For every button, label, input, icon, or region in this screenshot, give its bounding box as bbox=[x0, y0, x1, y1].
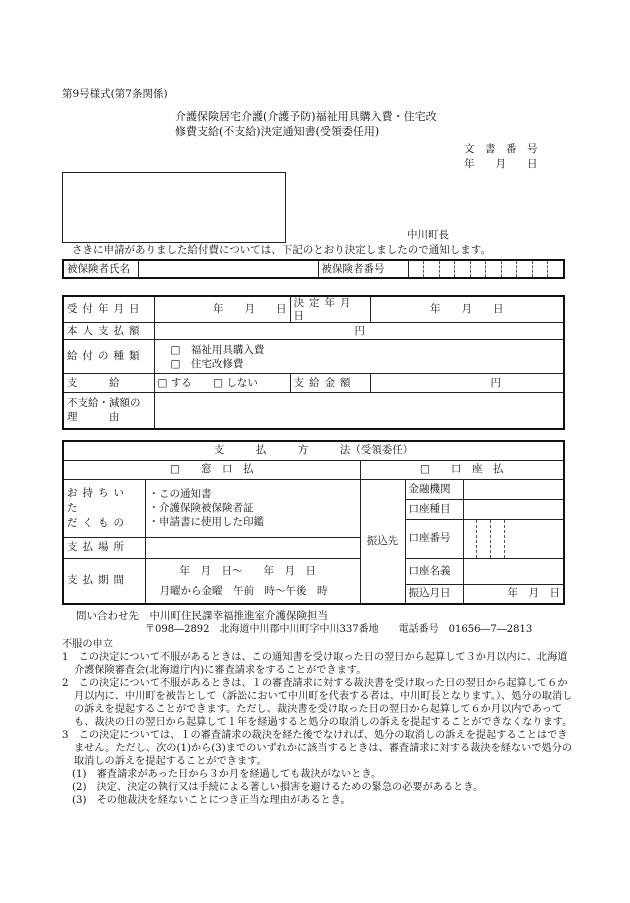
issuer: 中川町長 bbox=[407, 229, 449, 241]
received-date-value: 年 月 日 bbox=[154, 296, 290, 323]
received-date-label: 受付年月日 bbox=[63, 296, 154, 323]
benefit-option-renovation[interactable]: □ 住宅改修費 bbox=[170, 357, 244, 370]
decision-table bbox=[62, 295, 565, 430]
insured-name-label: 被保険者氏名 bbox=[63, 260, 138, 278]
decision-date-value: 年 月 日 bbox=[370, 296, 564, 323]
bring-items-list: ・この通知書 ・介護保険被保険者証 ・申請書に使用した印鑑 bbox=[145, 479, 360, 537]
appeal-sub-item-1: (1) 審査請求があった日から３か月を経過しても裁決がないとき。 bbox=[72, 769, 382, 780]
payment-place-value bbox=[145, 537, 360, 558]
insured-number-cells bbox=[408, 260, 564, 278]
payment-no-checkbox[interactable]: □ しない bbox=[213, 376, 258, 389]
payment-choice bbox=[154, 374, 290, 393]
counter-payment-option[interactable]: □ 窓 口 払 bbox=[63, 460, 360, 479]
appeal-item-1: 1 この決定について不服があるときは、この通知書を受け取った日の翌日から起算して３か月以内に、北海道介護保険審査会(北海道庁内)に審査請求をすることができます。 bbox=[62, 652, 568, 676]
payment-period-label: 支払期間 bbox=[63, 558, 145, 604]
appeal-item-3: 3 この決定については、１の審査請求の裁決を経た後でなければ、処分の取消しの訴えを提起することはできません。ただし、次の(1)から(3)までのいずれかに該当するときは、審査請求に対する裁決を経ないで処分の取消しの訴えを提起することができます。 bbox=[62, 730, 573, 767]
appeal-sub-item-3: (3) その他裁決を経ないことにつき正当な理由があるとき。 bbox=[72, 795, 351, 806]
bank-label: 金融機関 bbox=[405, 479, 463, 499]
payment-yes-checkbox[interactable]: □ する bbox=[157, 376, 192, 389]
appeal-sub-item-2: (2) 決定、決定の執行又は手続による著しい損害を避けるための緊急の必要があるとき。 bbox=[72, 782, 484, 793]
appeal-heading: 不服の申立 bbox=[62, 639, 113, 650]
bring-items-label: お持ちいた だくもの bbox=[63, 479, 145, 537]
insured-table bbox=[62, 259, 565, 279]
insured-number-label: 被保険者番号 bbox=[318, 260, 408, 278]
intro-text: さきに申請がありました給付費については、下記のとおり決定しましたので通知します。 bbox=[72, 244, 491, 256]
account-payment-option[interactable]: □ 口 座 払 bbox=[360, 460, 564, 479]
reason-label: 不支給・減額の 理 由 bbox=[63, 393, 154, 429]
self-pay-yen: 円 bbox=[154, 323, 564, 340]
payment-place-label: 支払場所 bbox=[63, 537, 145, 558]
benefit-option-equipment[interactable]: □ 福祉用具購入費 bbox=[170, 343, 265, 356]
payment-period-value: 年 月 日〜 年 月 日 月曜から金曜 午前 時〜午後 時 bbox=[145, 558, 360, 604]
reason-value bbox=[154, 393, 564, 429]
transfer-date-value: 年 月 日 bbox=[463, 584, 564, 604]
issue-date-label: 年 月 日 bbox=[464, 158, 538, 170]
decision-date-label: 決定年月日 bbox=[290, 296, 370, 323]
bank-value bbox=[463, 479, 564, 499]
title-line-1: 介護保険居宅介護(介護予防)福祉用具購入費・住宅改 bbox=[175, 110, 437, 123]
form-number: 第9号様式(第7条関係) bbox=[62, 88, 168, 100]
document-number-label: 文 書 番 号 bbox=[464, 143, 538, 155]
appeal-notes bbox=[62, 638, 577, 807]
account-number-label: 口座番号 bbox=[405, 519, 463, 558]
account-number-cells bbox=[463, 519, 564, 558]
account-type-label: 口座種目 bbox=[405, 499, 463, 519]
self-pay-label: 本人支払額 bbox=[63, 323, 154, 340]
payment-amount-yen: 円 bbox=[370, 374, 564, 393]
address-box bbox=[62, 172, 286, 243]
transfer-date-label: 振込月日 bbox=[405, 584, 463, 604]
appeal-item-2: 2 この決定について不服があるときは、１の審査請求に対する裁決書を受け取った日の翌日から起算して６か月以内に、中川町を被告として（訴訟において中川町を代表する者は、中川町長となります。）、処分の取消しの訴えを提起することができます。ただし、裁決書を受け取った日の翌日から起算して６か月以内であっても、裁決の日の翌日から起算して１年を経過すると処分の取消しの訴えを提起することができなくなります。 bbox=[62, 678, 573, 728]
contact-line-2: 〒098―2892 北海道中川郡中川町字中川337番地 電話番号 01656―7―2813 bbox=[145, 624, 533, 635]
account-name-label: 口座名義 bbox=[405, 558, 463, 584]
payment-method-header: 支 払 方 法（受領委任） bbox=[63, 441, 564, 460]
payment-amount-label: 支給金額 bbox=[290, 374, 370, 393]
benefit-type-options bbox=[154, 340, 564, 374]
insured-name-value bbox=[138, 260, 318, 278]
contact-line-1: 問い合わせ先 中川町住民課幸福推進室介護保険担当 bbox=[76, 610, 328, 622]
account-type-value bbox=[463, 499, 564, 519]
benefit-type-label: 給付の種類 bbox=[63, 340, 154, 374]
account-name-value bbox=[463, 558, 564, 584]
title-line-2: 修費支給(不支給)決定通知書(受領委任用) bbox=[175, 125, 380, 138]
payment-method-table bbox=[62, 440, 565, 605]
payment-label: 支 給 bbox=[63, 374, 154, 393]
transfer-to-label: 振込先 bbox=[360, 479, 405, 604]
